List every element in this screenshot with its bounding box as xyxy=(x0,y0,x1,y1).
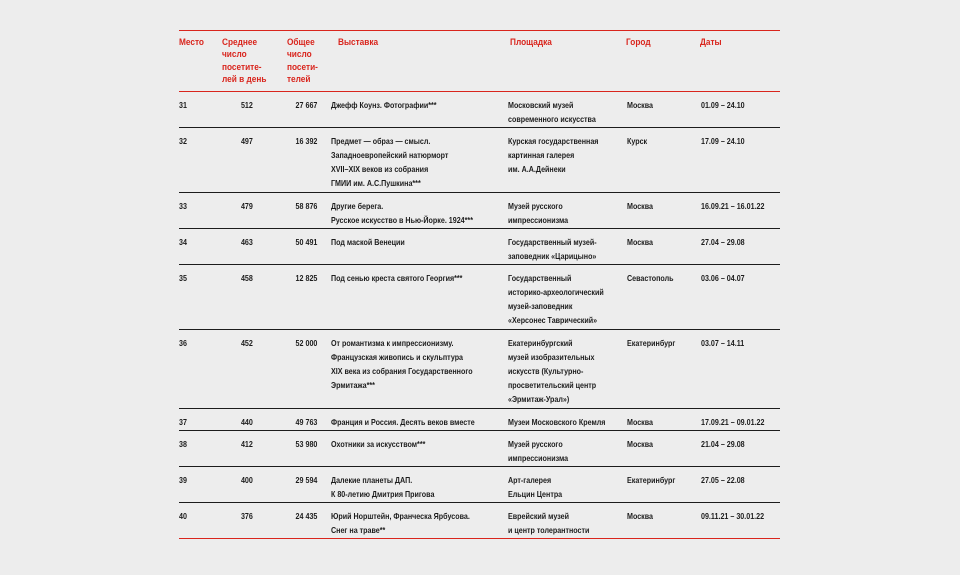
venue-line: заповедник «Царицыно» xyxy=(508,251,597,261)
venue-line: искусств (Культурно- xyxy=(508,366,584,376)
rank-cell: 40 xyxy=(179,511,187,521)
venue-line: Екатеринбургский xyxy=(508,338,573,348)
venue-line: Государственный xyxy=(508,273,572,283)
venue-cell xyxy=(508,509,589,537)
rank-cell: 36 xyxy=(179,338,187,348)
venue-line: просветительский центр xyxy=(508,380,597,390)
table-row xyxy=(179,503,780,539)
city-cell: Москва xyxy=(627,511,654,521)
venue-cell xyxy=(508,336,596,406)
venue-line: и центр толерантности xyxy=(508,525,590,535)
venue-line: им. А.А.Дейнеки xyxy=(508,164,566,174)
exhibition-cell xyxy=(331,134,448,190)
exhibition-cell xyxy=(331,473,434,501)
table-row xyxy=(179,229,780,265)
venue-cell xyxy=(508,473,562,501)
venue-line: Музеи Московского Кремля xyxy=(508,417,606,427)
dates-cell: 21.04 – 29.08 xyxy=(701,439,745,449)
table-row xyxy=(179,265,780,330)
dates-cell: 16.09.21 – 16.01.22 xyxy=(701,201,765,211)
city-cell: Екатеринбург xyxy=(627,475,676,485)
exhibition-line: Эрмитажа*** xyxy=(331,380,375,390)
total-visitors-cell: 24 435 xyxy=(295,511,317,521)
total-visitors-cell: 50 491 xyxy=(295,237,317,247)
exhibition-cell xyxy=(331,98,437,112)
total-visitors-cell: 52 000 xyxy=(295,338,317,348)
exhibition-cell xyxy=(331,336,473,392)
venue-line: «Эрмитаж-Урал») xyxy=(508,394,570,404)
dates-cell: 17.09.21 – 09.01.22 xyxy=(701,417,765,427)
table-row xyxy=(179,409,780,431)
total-visitors-cell: 16 392 xyxy=(295,136,317,146)
total-visitors-cell: 53 980 xyxy=(295,439,317,449)
rank-cell: 33 xyxy=(179,201,187,211)
exhibition-line: От романтизма к импрессионизму. xyxy=(331,338,454,348)
city-cell: Москва xyxy=(627,201,654,211)
avg-visitors-cell: 412 xyxy=(241,439,253,449)
header-venue: Площадка xyxy=(510,37,552,47)
avg-visitors-cell: 440 xyxy=(241,417,253,427)
dates-cell: 01.09 – 24.10 xyxy=(701,100,745,110)
header-rank: Место xyxy=(179,37,204,47)
exhibition-line: Французская живопись и скульптура xyxy=(331,352,464,362)
dates-cell: 17.09 – 24.10 xyxy=(701,136,745,146)
venue-line: Ельцин Центра xyxy=(508,489,563,499)
venue-line: Курская государственная xyxy=(508,136,599,146)
avg-visitors-cell: 458 xyxy=(241,273,253,283)
exhibition-cell xyxy=(331,509,470,537)
dates-cell: 03.07 – 14.11 xyxy=(701,338,745,348)
total-visitors-cell: 49 763 xyxy=(295,417,317,427)
venue-cell xyxy=(508,437,568,465)
rank-cell: 31 xyxy=(179,100,187,110)
total-visitors-cell: 12 825 xyxy=(295,273,317,283)
venue-line: современного искусства xyxy=(508,114,596,124)
table-row xyxy=(179,330,780,409)
header-avg: Среднее число посетите- лей в день xyxy=(222,37,267,85)
total-visitors-cell: 27 667 xyxy=(295,100,317,110)
venue-line: историко-археологический xyxy=(508,287,604,297)
city-cell: Екатеринбург xyxy=(627,338,676,348)
header-city: Город xyxy=(626,37,651,47)
exhibition-cell xyxy=(331,437,425,451)
exhibition-line: Предмет — образ — смысл. xyxy=(331,136,431,146)
venue-cell xyxy=(508,415,605,429)
table-row xyxy=(179,92,780,128)
city-cell: Москва xyxy=(627,439,654,449)
rank-cell: 34 xyxy=(179,237,187,247)
total-visitors-cell: 58 876 xyxy=(295,201,317,211)
rank-cell: 39 xyxy=(179,475,187,485)
venue-line: картинная галерея xyxy=(508,150,575,160)
dates-cell: 03.06 – 04.07 xyxy=(701,273,745,283)
table-header xyxy=(179,30,780,92)
header-total: Общее число посети- телей xyxy=(287,37,318,85)
avg-visitors-cell: 479 xyxy=(241,201,253,211)
venue-cell xyxy=(508,98,596,126)
dates-cell: 27.04 – 29.08 xyxy=(701,237,745,247)
venue-cell xyxy=(508,271,604,327)
exhibition-line: Под сенью креста святого Георгия*** xyxy=(331,273,463,283)
venue-line: импрессионизма xyxy=(508,215,569,225)
venue-line: музей изобразительных xyxy=(508,352,595,362)
exhibition-line: ГМИИ им. А.С.Пушкина*** xyxy=(331,178,421,188)
exhibition-line: Далекие планеты ДАП. xyxy=(331,475,413,485)
rank-cell: 35 xyxy=(179,273,187,283)
table-row xyxy=(179,193,780,229)
rank-cell: 32 xyxy=(179,136,187,146)
dates-cell: 27.05 – 22.08 xyxy=(701,475,745,485)
exhibition-line: Франция и Россия. Десять веков вместе xyxy=(331,417,475,427)
venue-line: Музей русского xyxy=(508,201,563,211)
table-body xyxy=(179,92,780,539)
exhibition-line: XIX века из собрания Государственного xyxy=(331,366,473,376)
table-row xyxy=(179,128,780,193)
venue-line: музей-заповедник xyxy=(508,301,573,311)
rank-cell: 37 xyxy=(179,417,187,427)
venue-line: Музей русского xyxy=(508,439,563,449)
rank-cell: 38 xyxy=(179,439,187,449)
exhibition-line: Другие берега. xyxy=(331,201,384,211)
city-cell: Москва xyxy=(627,237,654,247)
venue-cell xyxy=(508,134,598,176)
venue-line: импрессионизма xyxy=(508,453,569,463)
venue-line: Еврейский музей xyxy=(508,511,570,521)
exhibition-line: Русское искусство в Нью-Йорке. 1924*** xyxy=(331,215,473,225)
avg-visitors-cell: 376 xyxy=(241,511,253,521)
city-cell: Курск xyxy=(627,136,648,146)
venue-line: «Херсонес Таврический» xyxy=(508,315,598,325)
venue-cell xyxy=(508,199,568,227)
table-row xyxy=(179,431,780,467)
exhibition-line: Западноевропейский натюрморт xyxy=(331,150,449,160)
exhibition-line: Охотники за искусством*** xyxy=(331,439,426,449)
exhibition-line: К 80-летию Дмитрия Пригова xyxy=(331,489,435,499)
avg-visitors-cell: 463 xyxy=(241,237,253,247)
total-visitors-cell: 29 594 xyxy=(295,475,317,485)
exhibition-cell xyxy=(331,415,475,429)
avg-visitors-cell: 400 xyxy=(241,475,253,485)
city-cell: Москва xyxy=(627,100,654,110)
exhibition-line: Юрий Норштейн, Франческа Ярбусова. xyxy=(331,511,470,521)
exhibition-line: XVII–XIX веков из собрания xyxy=(331,164,429,174)
dates-cell: 09.11.21 – 30.01.22 xyxy=(701,511,765,521)
exhibition-line: Джефф Коунз. Фотографии*** xyxy=(331,100,437,110)
exhibition-line: Под маской Венеции xyxy=(331,237,405,247)
avg-visitors-cell: 452 xyxy=(241,338,253,348)
exhibition-cell xyxy=(331,271,462,285)
venue-line: Московский музей xyxy=(508,100,574,110)
venue-cell xyxy=(508,235,597,263)
avg-visitors-cell: 512 xyxy=(241,100,253,110)
exhibition-ranking-table xyxy=(179,30,780,539)
venue-line: Государственный музей- xyxy=(508,237,597,247)
exhibition-cell xyxy=(331,235,405,249)
exhibition-cell xyxy=(331,199,473,227)
exhibition-line: Снег на траве** xyxy=(331,525,386,535)
avg-visitors-cell: 497 xyxy=(241,136,253,146)
city-cell: Севастополь xyxy=(627,273,674,283)
header-dates: Даты xyxy=(700,37,722,47)
table-row xyxy=(179,467,780,503)
venue-line: Арт-галерея xyxy=(508,475,552,485)
header-exhibition: Выставка xyxy=(338,37,379,47)
city-cell: Москва xyxy=(627,417,654,427)
